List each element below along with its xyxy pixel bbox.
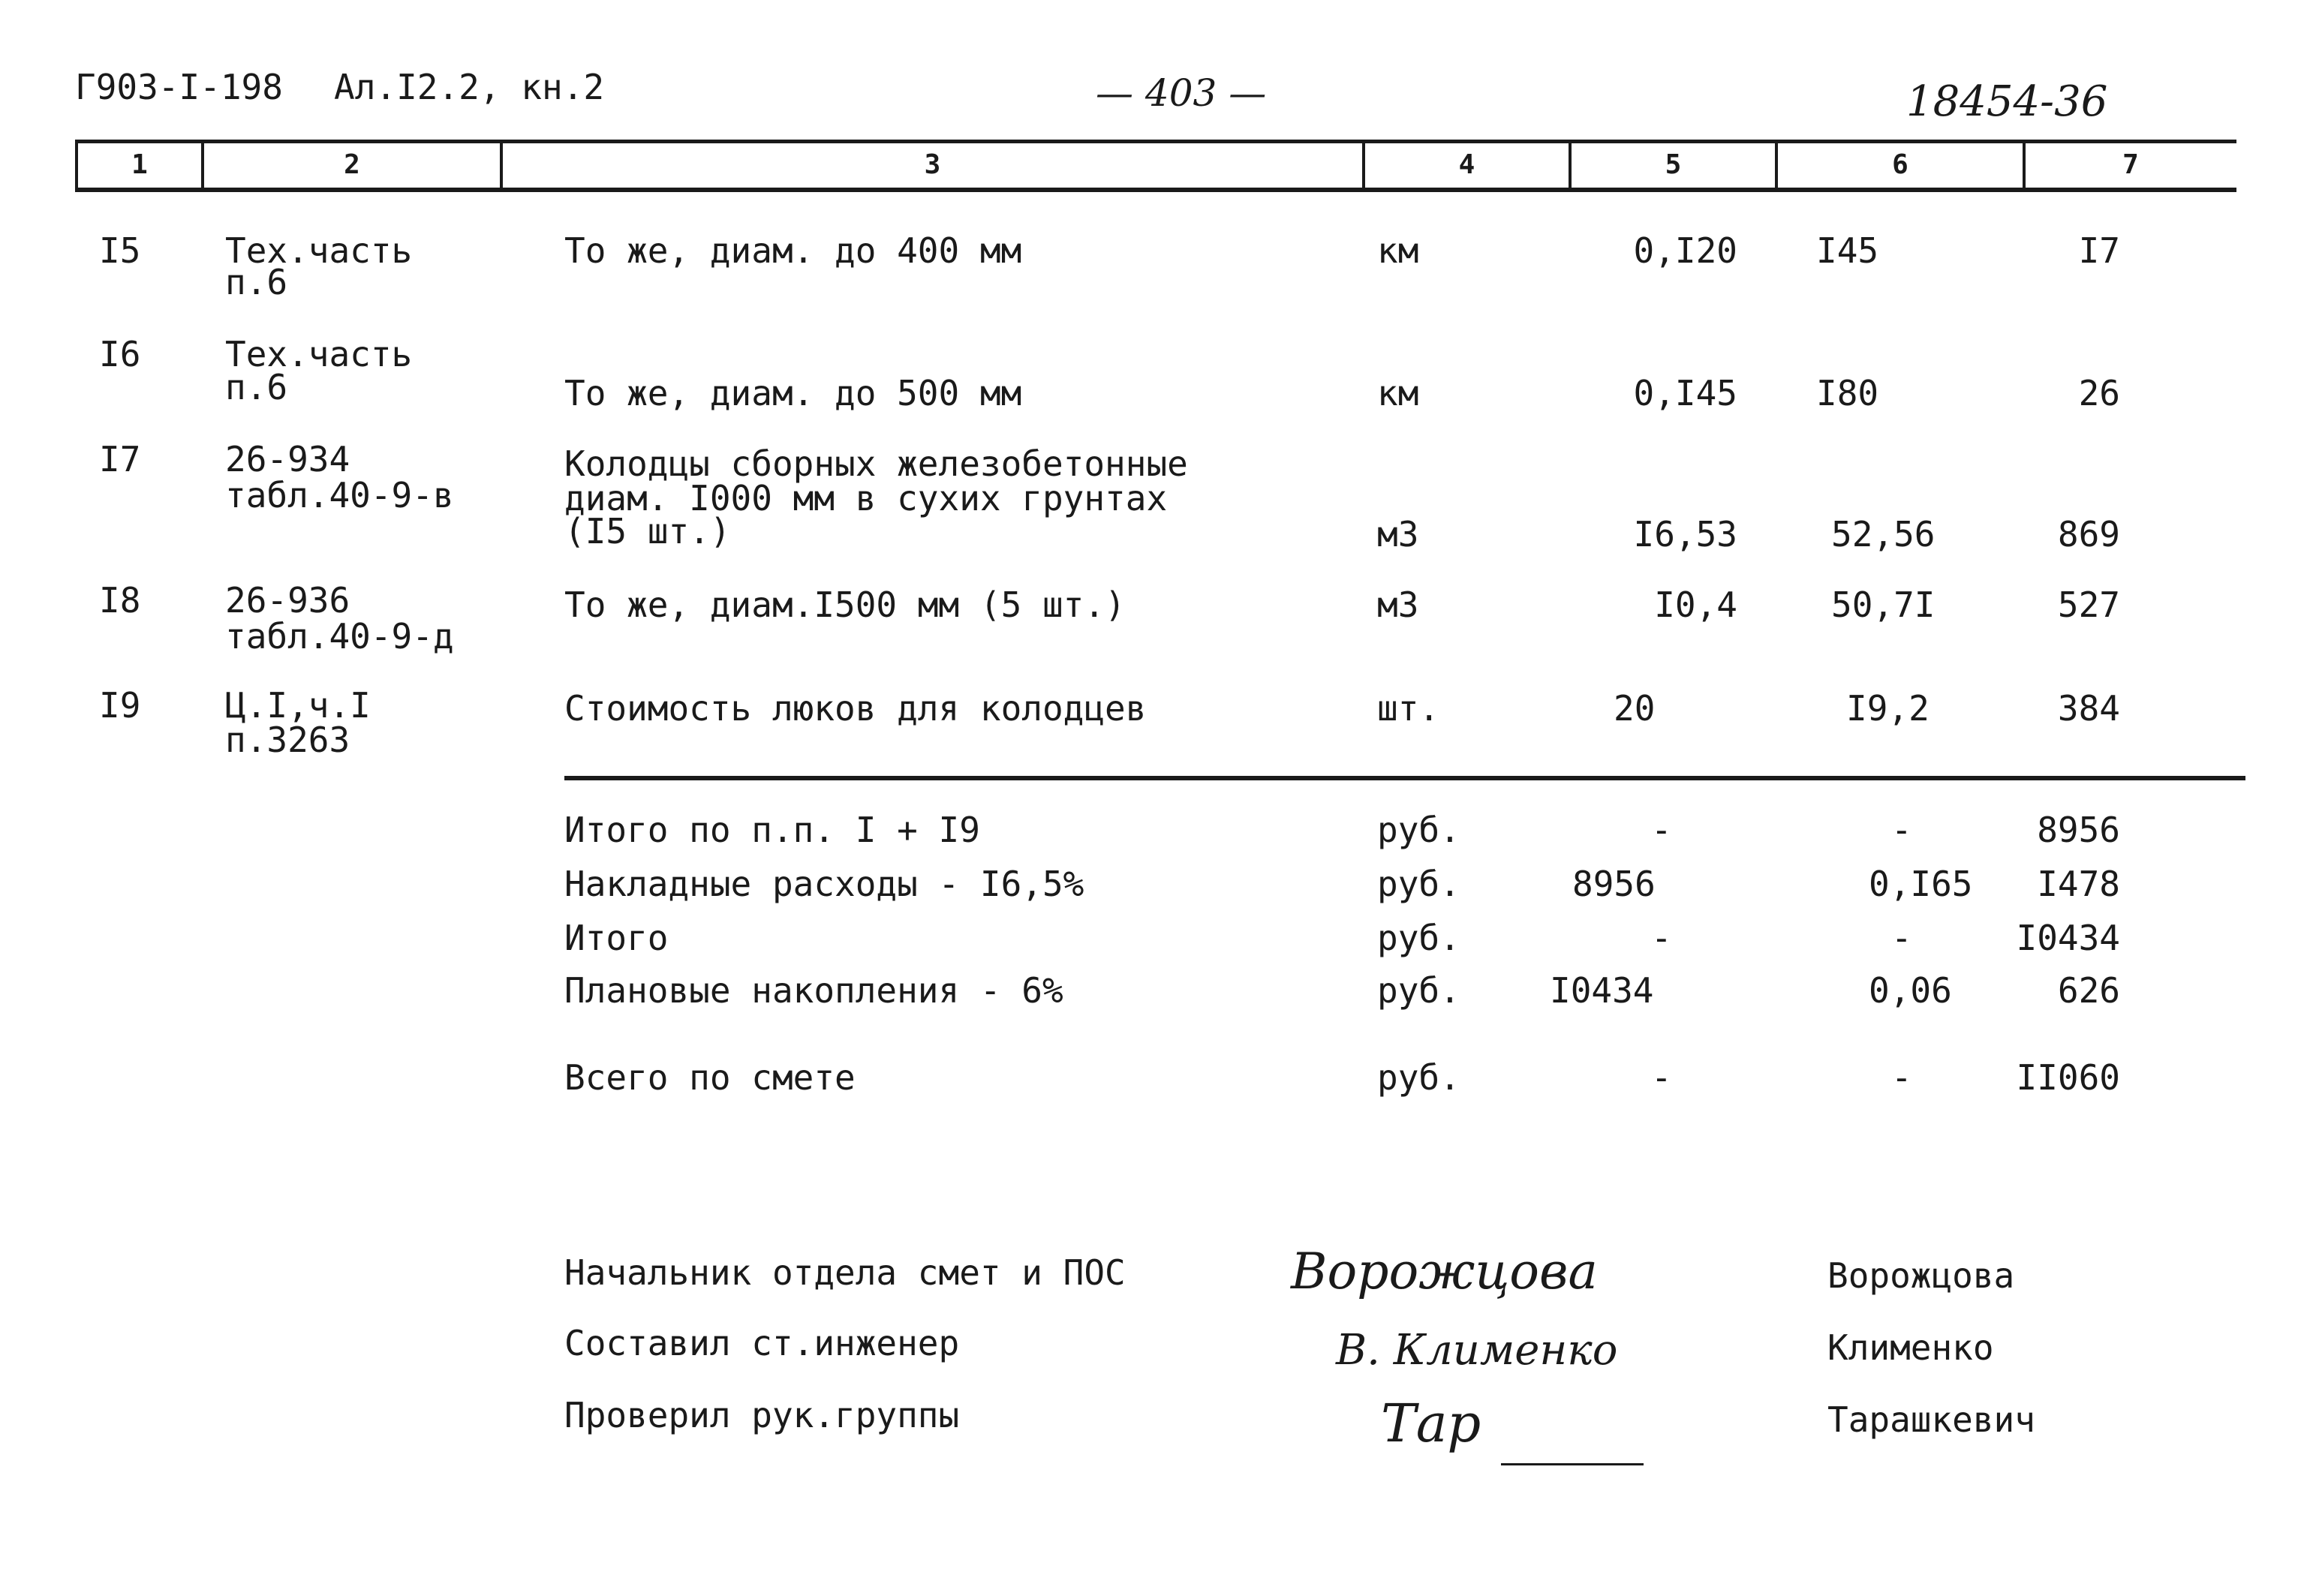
summary-total: 8956 (2037, 810, 2120, 850)
summary-unit: руб. (1377, 918, 1460, 958)
row-unit: м3 (1377, 585, 1419, 625)
row-unit-price: I45 (1816, 230, 1879, 271)
signature-stroke (1501, 1463, 1644, 1465)
row-number: I5 (99, 230, 141, 271)
summary-label: Накладные расходы - I6,5% (564, 864, 1084, 904)
row-quantity: 0,I45 (1633, 373, 1737, 413)
row-total: 869 (2057, 514, 2120, 555)
row-reference-line: п.3263 (225, 720, 350, 760)
summary-rate: 0,I65 (1869, 864, 1973, 904)
row-description-line: (I5 шт.) (564, 511, 731, 552)
row-quantity: I0,4 (1654, 585, 1737, 625)
summary-label: Плановые накопления - 6% (564, 970, 1063, 1011)
summary-label: Итого по п.п. I + I9 (564, 810, 980, 850)
row-description-line: То же, диам. до 500 мм (564, 373, 1022, 413)
row-total: I7 (2078, 230, 2120, 271)
signature-role: Проверил рук.группы (564, 1395, 960, 1435)
row-description-line: диам. I000 мм в сухих грунтах (564, 478, 1168, 518)
row-quantity: 0,I20 (1633, 230, 1737, 271)
row-reference-line: п.6 (225, 262, 288, 302)
row-unit: км (1377, 230, 1419, 271)
row-reference-line: 26-936 (225, 580, 350, 621)
summary-rate: - (1891, 1057, 1912, 1098)
row-number: I6 (99, 334, 141, 374)
summary-base: 8956 (1572, 864, 1656, 904)
handwritten-signature: В. Клименко (1336, 1326, 1618, 1375)
row-quantity: I6,53 (1633, 514, 1737, 555)
summary-label: Всего по смете (564, 1057, 856, 1098)
row-unit: м3 (1377, 514, 1419, 555)
handwritten-number: 18454-36 (1906, 77, 2108, 126)
row-total: 527 (2057, 585, 2120, 625)
row-description-line: Стоимость люков для колодцев (564, 688, 1147, 729)
col-header-2: 2 (344, 149, 360, 180)
summary-base: - (1651, 918, 1672, 958)
signature-role: Составил ст.инженер (564, 1323, 960, 1363)
row-reference-line: Ц.I,ч.I (225, 685, 371, 726)
col-header-5: 5 (1665, 149, 1682, 180)
document-code: Г903-I-198 (75, 67, 283, 107)
row-description-line: То же, диам. до 400 мм (564, 230, 1022, 271)
signer-name: Ворожцова (1827, 1255, 2015, 1296)
page-number: — 403 — (1096, 71, 1267, 115)
col-header-7: 7 (2122, 149, 2139, 180)
row-quantity: 20 (1614, 688, 1656, 729)
row-total: 26 (2078, 373, 2120, 413)
row-unit: шт. (1377, 688, 1440, 729)
row-reference-line: Тех.часть (225, 334, 413, 374)
row-reference-line: Тех.часть (225, 230, 413, 271)
summary-unit: руб. (1377, 864, 1460, 904)
summary-unit: руб. (1377, 810, 1460, 850)
col-header-4: 4 (1458, 149, 1475, 180)
row-description-line: Колодцы сборных железобетонные (564, 443, 1188, 484)
summary-total: II060 (2016, 1057, 2120, 1098)
row-unit-price: I80 (1816, 373, 1879, 413)
summary-total: I478 (2037, 864, 2120, 904)
row-reference-line: п.6 (225, 367, 288, 407)
row-reference-line: табл.40-9-в (225, 475, 454, 515)
summary-rate: - (1891, 918, 1912, 958)
col-header-1: 1 (131, 149, 148, 180)
signature-role: Начальник отдела смет и ПОС (564, 1252, 1126, 1293)
col-header-6: 6 (1892, 149, 1908, 180)
row-reference-line: 26-934 (225, 439, 350, 479)
album-reference: Ал.I2.2, кн.2 (334, 67, 605, 107)
summary-rate: 0,06 (1869, 970, 1952, 1011)
summary-base: - (1651, 1057, 1672, 1098)
row-total: 384 (2057, 688, 2120, 729)
row-unit: км (1377, 373, 1419, 413)
summary-total: 626 (2057, 970, 2120, 1011)
row-unit-price: 52,56 (1831, 514, 1936, 555)
row-reference-line: табл.40-9-д (225, 616, 454, 657)
summary-base: - (1651, 810, 1672, 850)
header-bottom-line (75, 188, 2236, 192)
row-number: I9 (99, 685, 141, 726)
summary-base: I0434 (1550, 970, 1654, 1011)
signer-name: Клименко (1827, 1327, 1994, 1368)
handwritten-signature: Тар (1381, 1393, 1481, 1454)
row-description-line: То же, диам.I500 мм (5 шт.) (564, 585, 1126, 625)
row-number: I7 (99, 439, 141, 479)
summary-unit: руб. (1377, 970, 1460, 1011)
signer-name: Тарашкевич (1827, 1399, 2035, 1440)
row-number: I8 (99, 580, 141, 621)
summary-unit: руб. (1377, 1057, 1460, 1098)
summary-total: I0434 (2016, 918, 2120, 958)
summary-divider (564, 776, 2245, 780)
col-header-3: 3 (924, 149, 941, 180)
row-unit-price: I9,2 (1846, 688, 1930, 729)
summary-label: Итого (564, 918, 669, 958)
summary-rate: - (1891, 810, 1912, 850)
handwritten-signature: Ворожцова (1291, 1243, 1598, 1300)
row-unit-price: 50,7I (1831, 585, 1936, 625)
